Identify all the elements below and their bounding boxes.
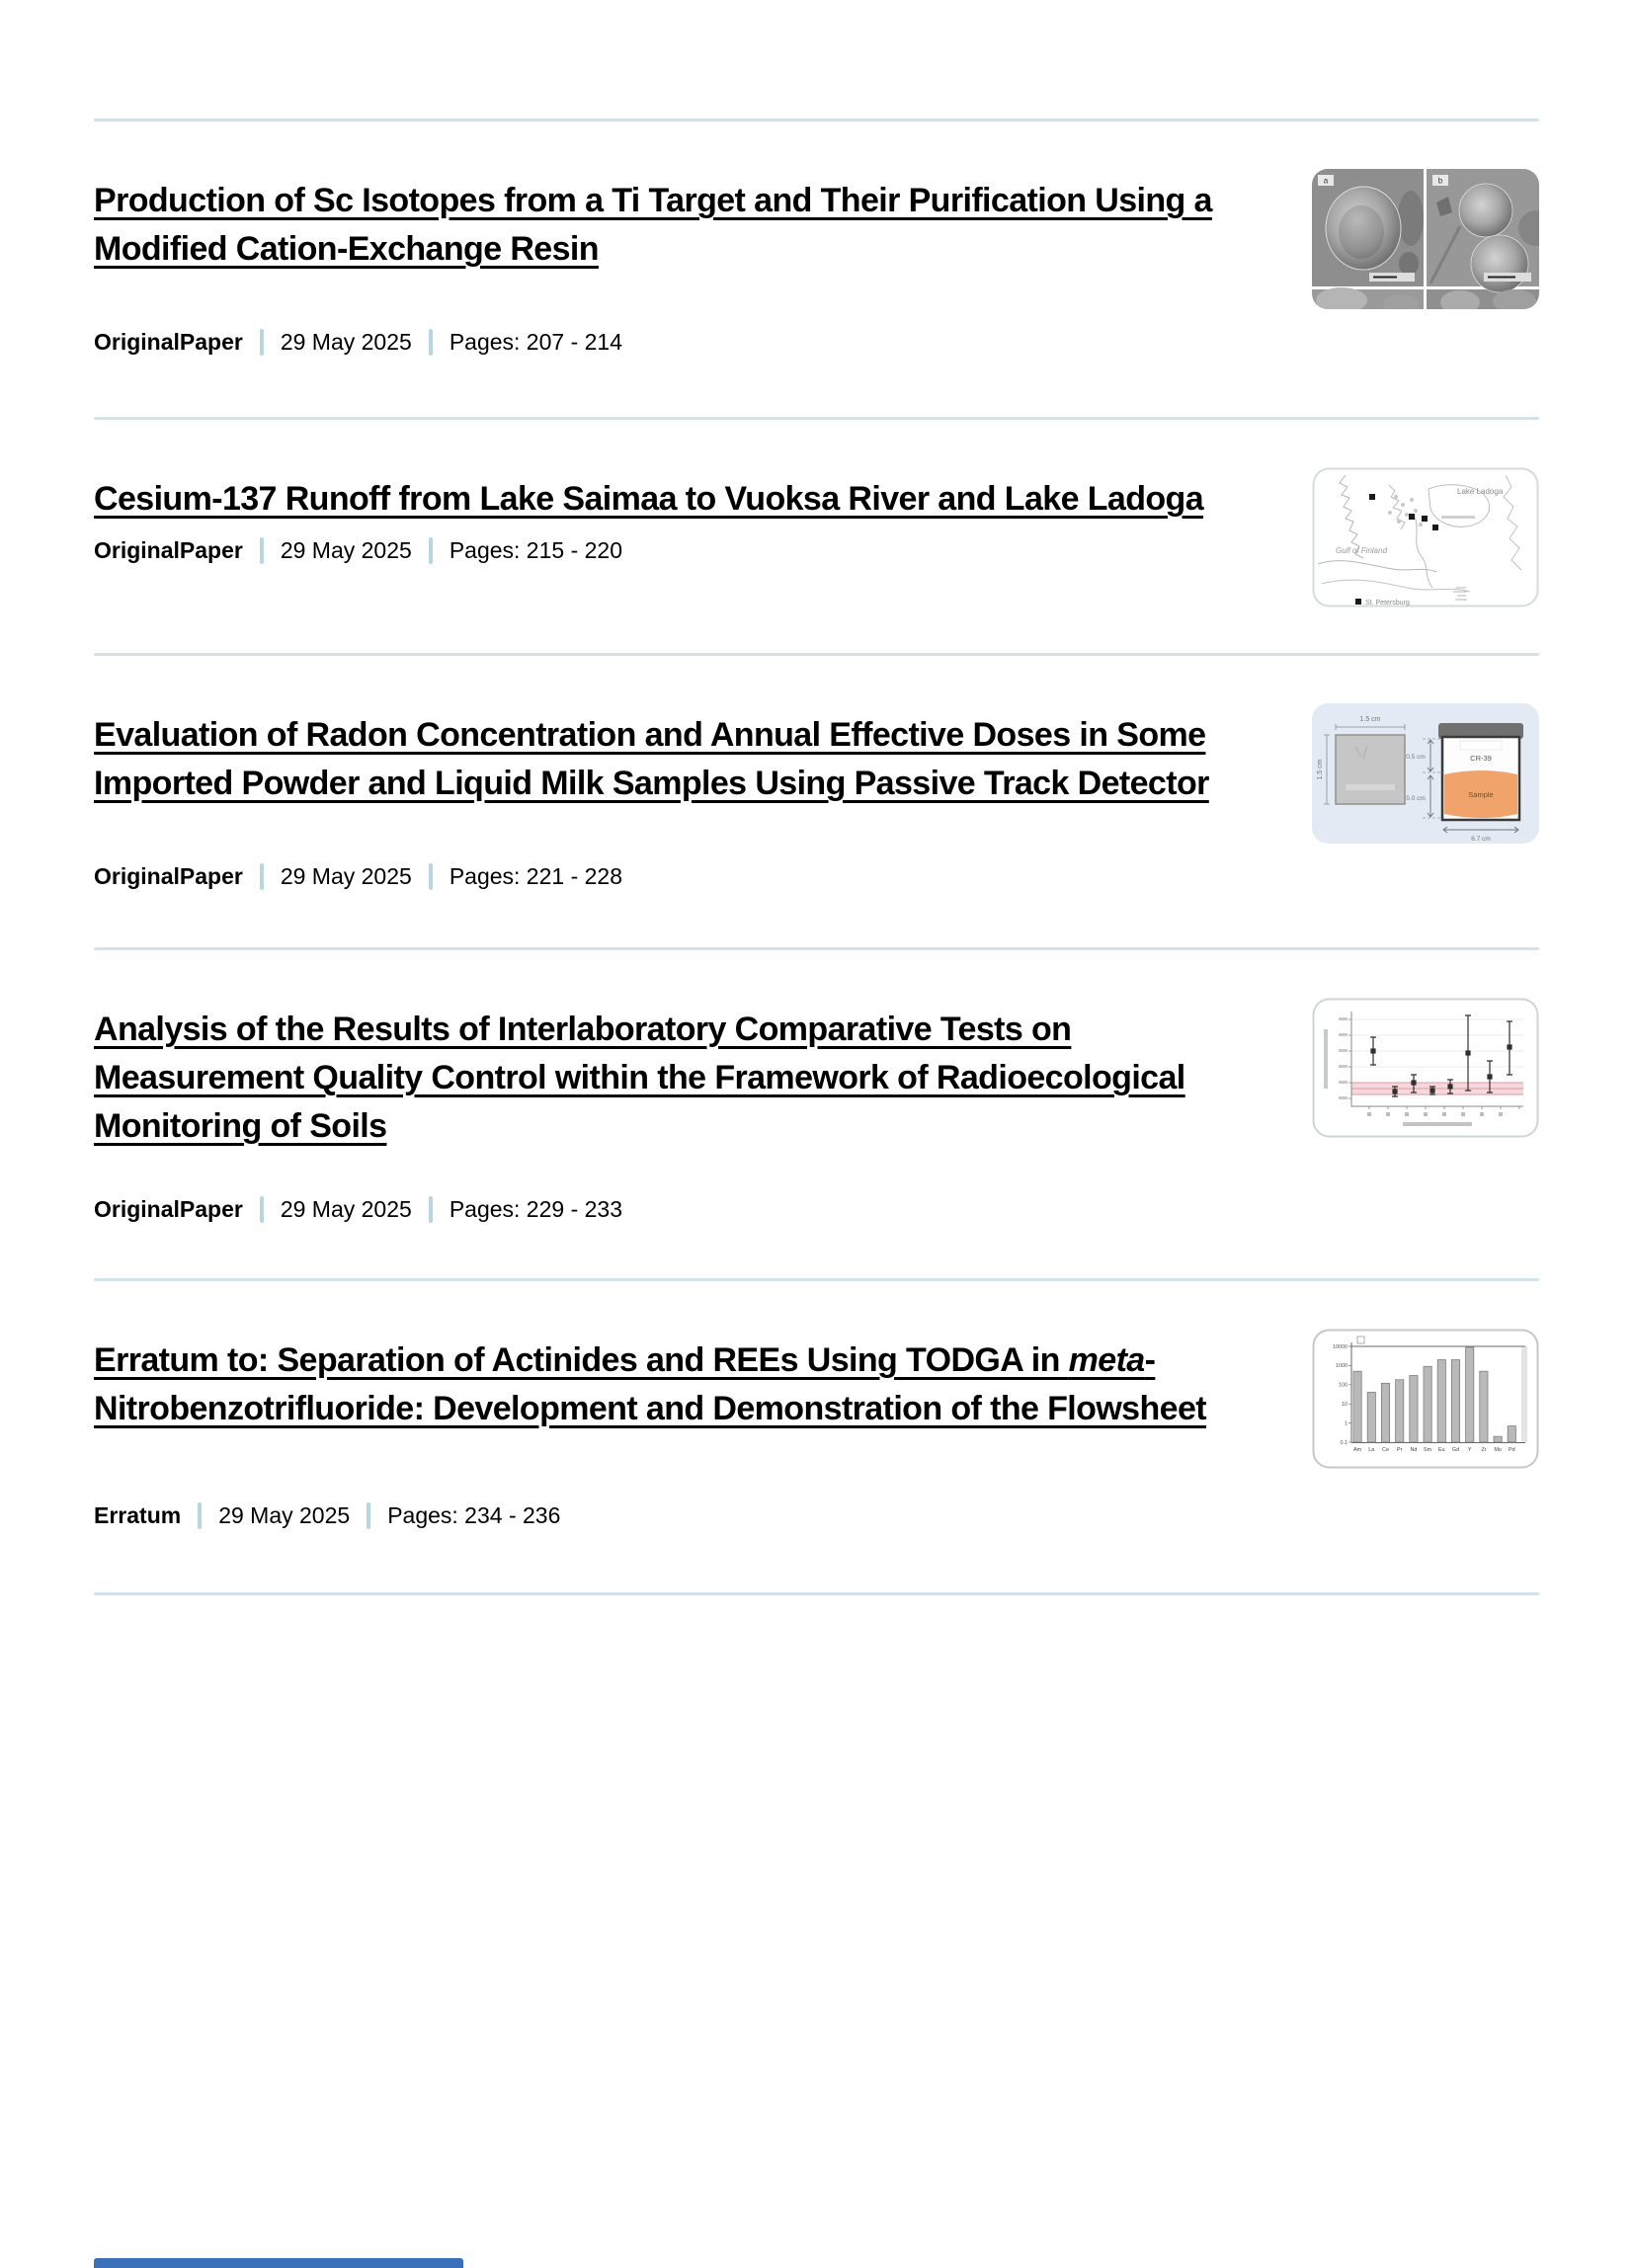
- article-title-link[interactable]: Analysis of the Results of Interlaboratory Comparative Tests on Measurement Quality Control within the Framework of Radioecological Monitoring of Soils: [94, 1011, 1185, 1145]
- article-type-label: OriginalPaper: [94, 1196, 243, 1222]
- svg-text:10000: 10000: [1333, 1343, 1347, 1350]
- svg-text:0.1: 0.1: [1340, 1439, 1347, 1446]
- svg-text:100: 100: [1339, 1382, 1347, 1389]
- article-pages: Pages: 221 - 228: [449, 863, 622, 889]
- x-axis-label-placeholder: [1403, 1122, 1472, 1126]
- article-pages: Pages: 229 - 233: [449, 1196, 622, 1222]
- detector-chip: [1336, 735, 1405, 804]
- sem-micrograph-thumbnail[interactable]: [1312, 169, 1539, 309]
- dim-label-top: 1.5 cm: [1359, 716, 1381, 723]
- article-meta: [94, 537, 1250, 564]
- article-date: 29 May 2025: [280, 863, 412, 889]
- svg-text:Ce: Ce: [1382, 1447, 1389, 1453]
- svg-text:Mo: Mo: [1494, 1447, 1502, 1453]
- bar-chart-thumbnail[interactable]: [1312, 1329, 1539, 1469]
- meta-separator: [367, 1502, 370, 1529]
- article-pages: Pages: 207 - 214: [449, 329, 622, 355]
- article-date: 29 May 2025: [280, 537, 412, 563]
- article-row: [94, 420, 1539, 653]
- article-title-link[interactable]: Production of Sc Isotopes from a Ti Target and Their Purification Using a Modified Cation-Exchange Resin: [94, 182, 1212, 268]
- map-thumbnail[interactable]: [1312, 467, 1539, 608]
- article-date: 29 May 2025: [280, 1196, 412, 1222]
- meta-separator: [260, 537, 264, 564]
- meta-separator: [429, 537, 433, 564]
- article-title-link[interactable]: Evaluation of Radon Concentration and Annual Effective Doses in Some Imported Powder and Liquid Milk Samples Using Passive Track Detector: [94, 716, 1209, 802]
- dim-label-lower: 5.0 cm: [1406, 795, 1426, 802]
- article-title-link[interactable]: Erratum to: Separation of Actinides and REEs Using TODGA in meta-Nitrobenzotrifluoride: Development and Demonstration of the Flowsheet: [94, 1341, 1206, 1427]
- dim-label-upper: 0.5 cm: [1406, 754, 1426, 761]
- svg-text:Zr: Zr: [1481, 1447, 1487, 1453]
- article-date: 29 May 2025: [218, 1502, 351, 1528]
- article-meta: [94, 1196, 1250, 1223]
- article-row: [94, 1281, 1539, 1592]
- svg-text:Am: Am: [1353, 1447, 1362, 1453]
- article-row: [94, 122, 1539, 417]
- scatter-plot-thumbnail[interactable]: [1312, 998, 1539, 1138]
- svg-text:La: La: [1368, 1447, 1375, 1453]
- svg-text:1000: 1000: [1336, 1363, 1347, 1370]
- panel-label-a: a: [1323, 176, 1329, 186]
- article-meta: [94, 863, 1250, 890]
- meta-separator: [429, 1196, 433, 1223]
- article-pages: Pages: 215 - 220: [449, 537, 622, 563]
- meta-separator: [429, 863, 433, 890]
- dim-label-left: 1.5 cm: [1317, 759, 1324, 780]
- detector-label: CR-39: [1470, 754, 1492, 763]
- y-axis-label-placeholder: [1324, 1029, 1328, 1089]
- article-date: 29 May 2025: [280, 329, 412, 355]
- journal-article-list: [94, 119, 1539, 1595]
- svg-text:Eu: Eu: [1438, 1447, 1445, 1453]
- svg-text:Nd: Nd: [1410, 1447, 1418, 1453]
- microsphere: [1459, 184, 1512, 237]
- article-divider: [94, 1592, 1539, 1595]
- article-type-label: Erratum: [94, 1502, 182, 1528]
- article-row: [94, 656, 1539, 947]
- map-label-gulf: Gulf of Finland: [1336, 546, 1388, 555]
- svg-text:Y: Y: [1467, 1447, 1472, 1453]
- svg-text:Sm: Sm: [1424, 1447, 1432, 1453]
- panel-label-b: b: [1437, 176, 1443, 186]
- dim-label-bottom: 6.7 cm: [1471, 836, 1491, 843]
- radon-diagram-thumbnail[interactable]: [1312, 703, 1539, 844]
- map-label-lake: Lake Ladoga: [1457, 487, 1504, 496]
- svg-text:1: 1: [1345, 1420, 1347, 1427]
- article-type-label: OriginalPaper: [94, 329, 243, 355]
- sample-label: Sample: [1468, 790, 1494, 799]
- article-pages: Pages: 234 - 236: [387, 1502, 561, 1528]
- svg-text:Pd: Pd: [1509, 1447, 1515, 1453]
- article-meta: [94, 329, 1250, 356]
- meta-separator: [260, 1196, 264, 1223]
- article-title-link[interactable]: Cesium-137 Runoff from Lake Saimaa to Vuoksa River and Lake Ladoga: [94, 480, 1204, 518]
- svg-text:Pr: Pr: [1397, 1447, 1403, 1453]
- map-label-city: St. Petersburg: [1365, 600, 1410, 607]
- partially-visible-footer-element[interactable]: [94, 2258, 463, 2268]
- meta-separator: [429, 329, 433, 356]
- svg-text:Gd: Gd: [1451, 1447, 1460, 1453]
- meta-separator: [260, 863, 264, 890]
- article-type-label: OriginalPaper: [94, 863, 243, 889]
- microsphere: [1471, 235, 1528, 292]
- svg-text:10: 10: [1342, 1402, 1347, 1408]
- meta-separator: [198, 1502, 202, 1529]
- article-type-label: OriginalPaper: [94, 537, 243, 563]
- meta-separator: [260, 329, 264, 356]
- article-meta: [94, 1502, 1250, 1529]
- article-row: [94, 950, 1539, 1278]
